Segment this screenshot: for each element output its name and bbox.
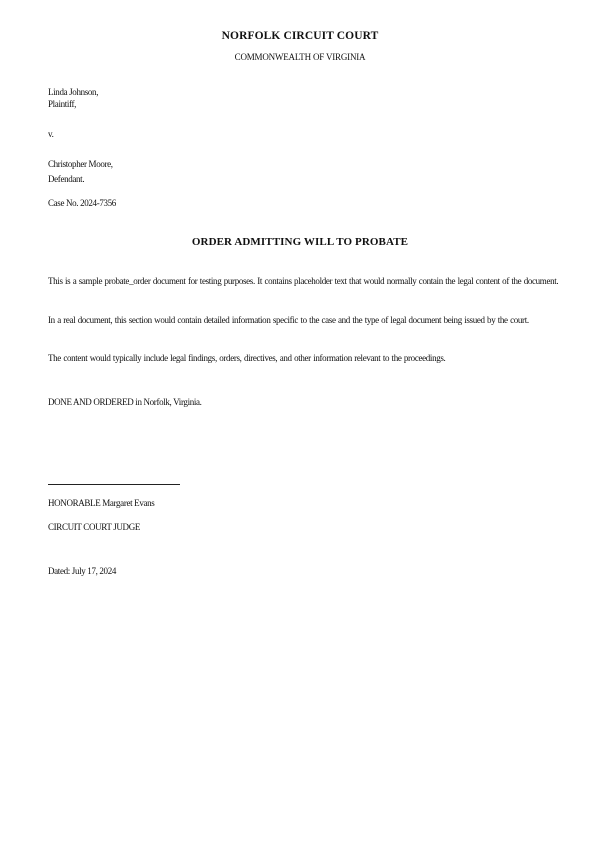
order-paragraph: The content would typically include legal findings, orders, directives, and other information relevant to the proceedings. [48,353,446,363]
signature-line [48,484,180,485]
judge-name: HONORABLE Margaret Evans [48,498,155,508]
versus: v. [48,129,54,139]
case-number: Case No. 2024-7356 [48,198,116,208]
order-paragraph: This is a sample probate_order document for testing purposes. It contains placeholder text that would normally contain the legal content of the document. [48,276,559,286]
plaintiff-role: Plaintiff, [48,99,77,109]
done-and-ordered: DONE AND ORDERED in Norfolk, Virginia. [48,397,202,407]
court-name: NORFOLK CIRCUIT COURT [221,30,379,42]
defendant-name: Christopher Moore, [48,159,113,169]
defendant-role: Defendant. [48,174,85,184]
jurisdiction: COMMONWEALTH OF VIRGINIA [234,52,366,62]
order-paragraph: In a real document, this section would contain detailed information specific to the case and the type of legal document being issued by the court. [48,315,529,325]
judge-title: CIRCUIT COURT JUDGE [48,522,140,532]
plaintiff-name: Linda Johnson, [48,87,99,97]
order-title: ORDER ADMITTING WILL TO PROBATE [191,236,409,248]
dated: Dated: July 17, 2024 [48,566,116,576]
